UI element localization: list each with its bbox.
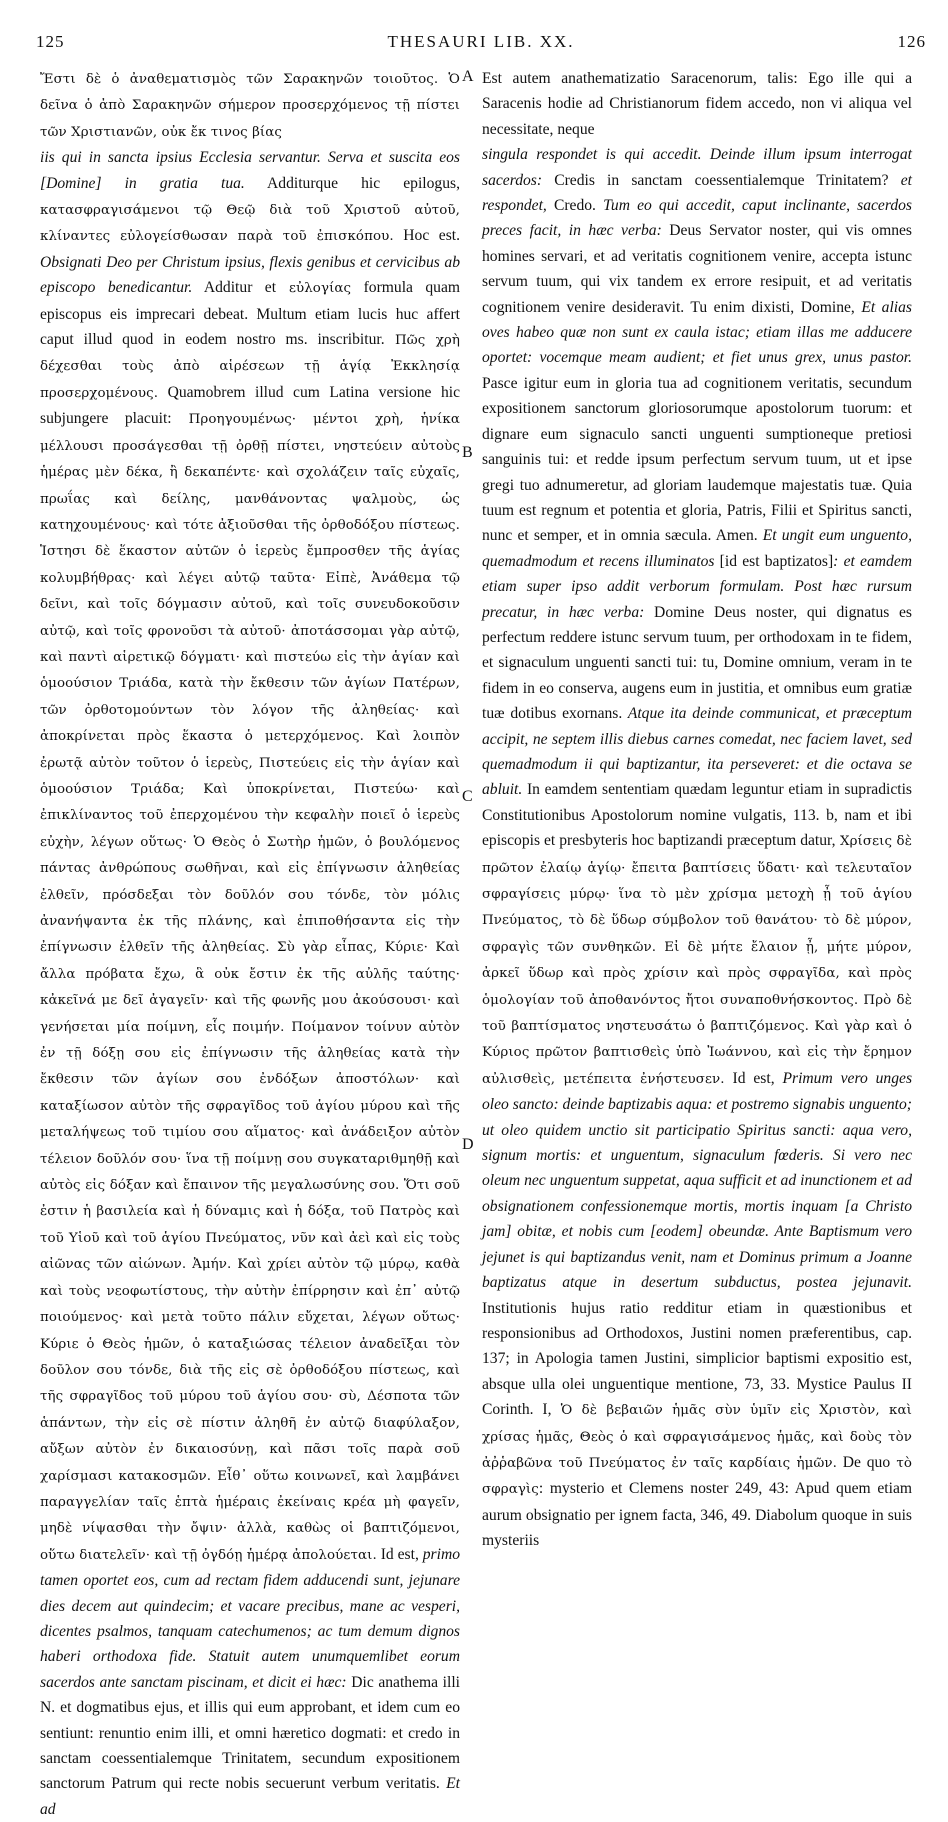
latin-italic-text: Obsignati Deo per Christum ipsius, flexis genibus et cervicibus ab episcopo benedicantur. [40, 253, 460, 297]
left-column [40, 66, 460, 1822]
latin-italic-text: singula respondet is qui accedit. Deinde illum ipsum interrogat sacerdos: [482, 146, 912, 189]
greek-text: Χρίσεις δὲ πρῶτον ἐλαίῳ ἁγίῳ· ἔπειτα βαπτίσεις ὕδατι· καὶ τελευταῖον σφραγίσεις μύρῳ· ἵνα τὸ μὲν χρίσμα μετοχὴ ᾖ τοῦ ἁγίου Πνεύματος, τὸ δὲ ὕδωρ σύμβολον τοῦ θανάτου· τὸ δὲ μύρον, σφραγὶς τῶν συνθηκῶν. Εἰ δὲ μήτε ἔλαιον ᾖ, μήτε μύρον, ἀρκεῖ ὕδωρ καὶ πρὸς χρίσιν καὶ πρὸς σφραγῖδα, καὶ πρὸς ὁμολογίαν τοῦ ἀποθανόντος ἤτοι συναποθνήσκοντος. Πρὸ δὲ τοῦ βαπτίσματος νηστευσάτω ὁ βαπτιζόμενος. Καὶ γὰρ καὶ ὁ Κύριος πρῶτον βαπτισθεὶς ὑπὸ Ἰωάννου, καὶ εἰς τὴν ἔρημον αὐλισθεὶς, μετέπειτα ἐνήστευσεν. [482, 834, 912, 1087]
left-paragraph [40, 145, 460, 1822]
greek-text: κατασφραγισάμενοι τῷ Θεῷ διὰ τοῦ Χριστοῦ αὐτοῦ, κλίναντες εὐλογείσθωσαν παρὰ τοῦ ἐπισκόπου. [40, 203, 460, 245]
latin-italic-text: et respondet, [482, 171, 913, 215]
right-paragraph [482, 66, 912, 142]
latin-italic-text: Tum eo qui accedit, caput inclinante, sacerdos preces facit, in hæc verba: [482, 197, 912, 240]
latin-text: Additur et [192, 279, 277, 297]
greek-text: Ὁ δὲ βεβαιῶν ἡμᾶς σὺν ὑμῖν εἰς Χριστὸν, καὶ χρίσας ἡμᾶς, Θεὸς ὁ καὶ σφραγισάμενος ἡμᾶς, καὶ δοὺς τὸν ἀῤῥαβῶνα τοῦ Πνεύματος ἐν ταῖς καρδίαις ἡμῶν. [482, 1403, 912, 1471]
right-paragraph [482, 142, 912, 1553]
latin-text: Credis in sanctam coessentialemque Trinitatem? [542, 171, 889, 189]
greek-text: τὸ σφραγὶς [482, 1455, 913, 1498]
latin-italic-text: : et eamdem etiam super ipso addit verborum formulam. Post hæc rursum precatur, in hæc verba: [482, 552, 912, 621]
latin-text: In eamdem sententiam quædam leguntur etiam in supradictis Constitutionibus Apostolorum nomine vulgatis, 113. b, nam et ibi episcopis et presbyteris hoc baptizandi præceptum datur, [482, 781, 912, 850]
latin-italic-text: Atque ita deinde communicat, et præceptum accipit, ne septem illis diebus carnes comedat, nec faciem lavet, sed quemadmodum ii qui baptizantur, ita perseveret: et die octava se abluit. [482, 705, 912, 799]
latin-text: formula quam episcopus eis imprecari debeat. Multum etiam lucis huc affert caput illud quod in eodem nostro ms. inscribitur. [40, 279, 461, 349]
running-title: THESAURI LIB. XX. [387, 32, 575, 51]
latin-text: [id est baptizatos] [714, 552, 834, 570]
page-number-right: 126 [897, 32, 926, 51]
latin-italic-text: primo tamen oportet eos, cum ad rectam fidem adducendi sunt, jejunare dies decem aut quindecim; et vacare precibus, mane ac vesperi, dicentes psalmos, tanquam catechumenos; ac tum demum dignos haberi orthodoxa fide. Statuit autem unumquemlibet eorum sacerdos ante sanctam piscinam, et dicit ei hæc: [40, 1545, 460, 1691]
latin-italic-text: Et ad [40, 1775, 460, 1818]
latin-text: De quo [837, 1453, 891, 1471]
margin-marker-a: A [462, 68, 474, 85]
latin-text: : mysterio et Clemens noster 249, 43: Apud quem etiam aurum obsignatio per ignem facta, 346, 49. Diabolum quoque in suis mysteriis [482, 1480, 912, 1550]
latin-text: Additurque hic epilogus, [244, 174, 460, 192]
latin-italic-text: Primum vero unges oleo sancto: deinde baptizabis aqua: et postremo signabis unguento; ut oleo quidem unctio sit participatio Spiritus sancti: aqua vero, signum mortis: et unguentum, signaculum fœderis. Si vero nec oleum nec unguentum suppetat, aqua sufficit et ad inunctionem et ad obsignationem confessionemque mortis, mortis inquam [a Christo jam] obitæ, et nobis cum [eodem] obeundæ. Ante Baptismum vero jejunet is qui baptizandus venit, nam et Dominus primum a Joanne baptizatus atque in desertum subductus, postea jejunavit. [482, 1069, 913, 1292]
page-number-left: 125 [36, 32, 65, 51]
latin-text: Deus Servator noster, qui vis omnes homines servari, et ad veritatis cognitionem venire, accepta istunc servum tuum, qui vix tandem ex errore resipuit, et ad veritatis cognitionem venire desideravit. Tu enim dixisti, Domine, [482, 222, 912, 316]
latin-text: Dic anathema illi N. et dogmatibus ejus, et illis qui eum approbant, et idem cum eo sentiunt: renuntio enim illi, et omni hæretico dogmati: et credo in sanctam coessentialemque Trinitatem, secundum expositionem sanctorum Patrum qui recte nobis secuerunt verbum veritatis. [40, 1673, 461, 1793]
margin-marker-b: B [462, 444, 473, 461]
latin-text: Pasce igitur eum in gloria tua ad cognitionem veritatis, secundum expositionem sanctorum gloriosorumque apostolorum tuorum: et dignare eum signaculo sancti unguenti sumptioneque pretiosi sanguinis tui: et redde ipsum perfectum servum tuum, ut et ipse gregi tuo adnumeretur, ad gloriam laudemque majestatis tuæ. Quia tuum est regnum et potentia et gloria, Patris, Filii et Spiritus sancti, nunc et semper, et in omnia sæcula. Amen. [482, 374, 912, 545]
greek-text: Προηγουμένως· μέντοι χρὴ, ἡνίκα μέλλουσι προσάγεσθαι τῇ ὀρθῇ πίστει, νηστεύειν αὐτοὺς ἡμέρας μὲν δέκα, ἢ δεκαπέντε· καὶ σχολάζειν ταῖς εὐχαῖς, πρωΐας καὶ δείλης, μανθάνοντας ψαλμοὺς, ὡς κατηχουμένους· καὶ τότε ἀξιοῦσθαι τῆς ὀρθοδόξου πίστεως. Ἱστησι δὲ ἕκαστον αὐτῶν ὁ ἱερεὺς ἔμπροσθεν τῆς ἁγίας κολυμβήθρας· καὶ λέγει αὐτῷ ταῦτα· Εἰπὲ, Ἀνάθεμα τῷ δεῖνι, καὶ τοῖς δόγμασιν αὐτοῦ, καὶ τοῖς συνευδοκοῦσιν αὐτῷ, καὶ τοῖς φρονοῦσι τὰ αὐτοῦ· ἀποτάσσομαι γὰρ αὐτῷ, καὶ παντὶ αἱρετικῷ δόγματι· καὶ πιστεύω εἰς τὴν ἁγίαν καὶ ὁμοούσιον Τριάδα, κατὰ τὴν ἔκθεσιν τῶν ἁγίων Πατέρων, τῶν ὀρθοτομούντων τὸν λόγον τῆς ἀληθείας· καὶ ἀποκρίνεται πρὸς ἕκαστα ὁ μετερχόμενος. Καὶ λοιπὸν ἐρωτᾷ αὐτὸν τοῦτον ὁ ἱερεὺς, Πιστεύεις εἰς τὴν ἁγίαν καὶ ὁμοούσιον Τριάδα; Καὶ ὑποκρίνεται, Πιστεύω· καὶ ἐπικλίναντος τοῦ ἐπερχομένου τὴν κεφαλὴν ποιεῖ ὁ ἱερεὺς εὐχὴν, λέγων οὕτως· Ὁ Θεὸς ὁ Σωτὴρ ἡμῶν, ὁ βουλόμενος πάντας ἀνθρώπους σωθῆναι, καὶ εἰς ἐπίγνωσιν ἀληθείας ἐλθεῖν, πρόσδεξαι τὸν δοῦλόν σου τόνδε, τὸν μόλις ἀνανήψαντα ἐκ τῆς πλάνης, καὶ ἐπιποθήσαντα εἰς τὴν ἐπίγνωσιν ἐλθεῖν τῆς ἀληθείας. Σὺ γὰρ εἶπας, Κύριε· Καὶ ἄλλα πρόβατα ἔχω, ἃ οὐκ ἔστιν ἐκ τῆς αὐλῆς ταύτης· κἀκεῖνά με δεῖ ἀγαγεῖν· καὶ τῆς φωνῆς μου ἀκούσουσι· καὶ γενήσεται μία ποίμνη, εἷς ποιμήν. Ποίμανον τοίνυν αὐτὸν ἐν τῇ δόξῃ σου εἰς ἐπίγνωσιν τῆς ἀληθείας κατὰ τὴν ἔκθεσιν τῶν ἁγίων σου ἐνδόξων ἀποστόλων· καὶ καταξίωσον αὐτὸν τῆς σφραγῖδος τοῦ ἁγίου μύρου καὶ τῆς μεταλήψεως τοῦ τιμίου σου αἵματος· καὶ ἀνάδειξον αὐτὸν τέλειον δοῦλόν σου· ἵνα τῇ ποίμνῃ σου συγκαταριθμηθῇ καὶ αὐτὸς εἰς δόξαν καὶ ἔπαινον τῆς μεγαλωσύνης σου. Ὅτι σοῦ ἐστιν ἡ βασιλεία καὶ ἡ δύναμις καὶ ἡ δόξα, τοῦ Πατρὸς καὶ τοῦ Υἱοῦ καὶ τοῦ ἁγίου Πνεύματος, νῦν καὶ ἀεὶ καὶ εἰς τοὺς αἰῶνας τῶν αἰώνων. Ἀμήν. Καὶ χρίει αὐτὸν τῷ μύρῳ, καθὰ καὶ τοὺς νεοφωτίστους, τὴν αὐτὴν ἐπίρρησιν καὶ ἐπ᾽ αὐτῷ ποιούμενος· καὶ μετὰ τοῦτο πάλιν εὔχεται, λέγων οὕτως· Κύριε ὁ Θεὸς ἡμῶν, ὁ καταξιώσας τέλειον ἀναδεῖξαι τὸν δοῦλον σου τόνδε, διὰ τῆς εἰς σὲ ὀρθοδόξου πίστεως, καὶ τῆς σφραγῖδος τοῦ μύρου τοῦ ἁγίου σου· σὺ, Δέσποτα τῶν ἁπάντων, τὴν εἰς σὲ πίστιν ἀληθῆ ἐν αὐτῷ διαφύλαξον, αὔξων αὐτὸν ἐν δικαιοσύνῃ, καὶ πᾶσι τοῖς παρὰ σοῦ χαρίσμασι κατακοσμῶν. Εἶθ᾽ οὕτω κοινωνεῖ, καὶ λαμβάνει παραγγελίαν ταῖς ἑπτὰ ἡμέραις ἐκείναις κρέα μὴ φαγεῖν, μηδὲ νίψασθαι τὴν ὄψιν· ἀλλὰ, καθὼς οἱ βαπτιζόμενοι, οὕτω διατελεῖν· καὶ τῇ ὀγδόῃ ἡμέρᾳ ἀπολούεται. [40, 412, 460, 1563]
latin-text: Hoc est. [393, 227, 460, 245]
latin-text: Id est, [724, 1069, 775, 1087]
margin-marker-d: D [462, 1136, 474, 1153]
page-header [36, 32, 926, 58]
margin-marker-c: C [462, 788, 473, 805]
latin-text: Credo. [546, 197, 596, 215]
latin-text: Quamobrem illud cum Latina versione hic subjungere placuit: [40, 383, 460, 428]
latin-italic-text: iis qui in sancta ipsius Ecclesia servantur. Serva et suscita eos [Domine] in gratia tua. [40, 149, 460, 192]
greek-text: Πῶς χρὴ δέχεσθαι τοὺς ἀπὸ αἱρέσεων τῇ ἁγίᾳ Ἐκκλησίᾳ προσερχομένους. [40, 333, 461, 401]
latin-text: Id est, [376, 1545, 419, 1563]
left-paragraph [40, 66, 460, 145]
greek-text: εὐλογίας [276, 281, 352, 297]
right-column [482, 66, 912, 1554]
latin-text: Institutionis hujus ratio redditur etiam in quæstionibus et responsionibus ad Orthodoxos, Justini nomen præferentibus, cap. 137; in Apologia tamen Justini, simplicior baptismi expositio est, absque ulla olei unguentique mentione, 73, 33. Mystice Paulus II Corinth. I, [482, 1299, 912, 1419]
latin-italic-text: Et ungit eum unguento, quemadmodum et recens illuminatos [482, 527, 912, 570]
latin-text: Est autem anathematizatio Saracenorum, talis: Ego ille qui a Saracenis hodie ad Christianorum fidem accedo, non vi aliqua vel necessitate, neque [482, 70, 912, 138]
latin-text: Domine Deus noster, qui dignatus es perfectum reddere istunc servum tuum, per orthodoxam in te fidem, et signaculum unguenti sancti tui: tu, Domine omnium, veram in te fidem in eo conserva, augens eum in justitia, et omnibus eum gratiæ tuæ dotibus exornans. [482, 603, 912, 723]
latin-italic-text: Et alias oves habeo quæ non sunt ex caula istac; etiam illas me adducere oportet: vocemque meam audient; et fiet unus grex, unus pastor. [482, 298, 912, 367]
greek-text: Ἔστι δὲ ὁ ἀναθεματισμὸς τῶν Σαρακηνῶν τοιοῦτος. Ὁ δεῖνα ὁ ἀπὸ Σαρακηνῶν σήμερον προσερχόμενος τῇ πίστει τῶν Χριστιανῶν, οὐκ ἔκ τινος βίας [40, 72, 460, 140]
